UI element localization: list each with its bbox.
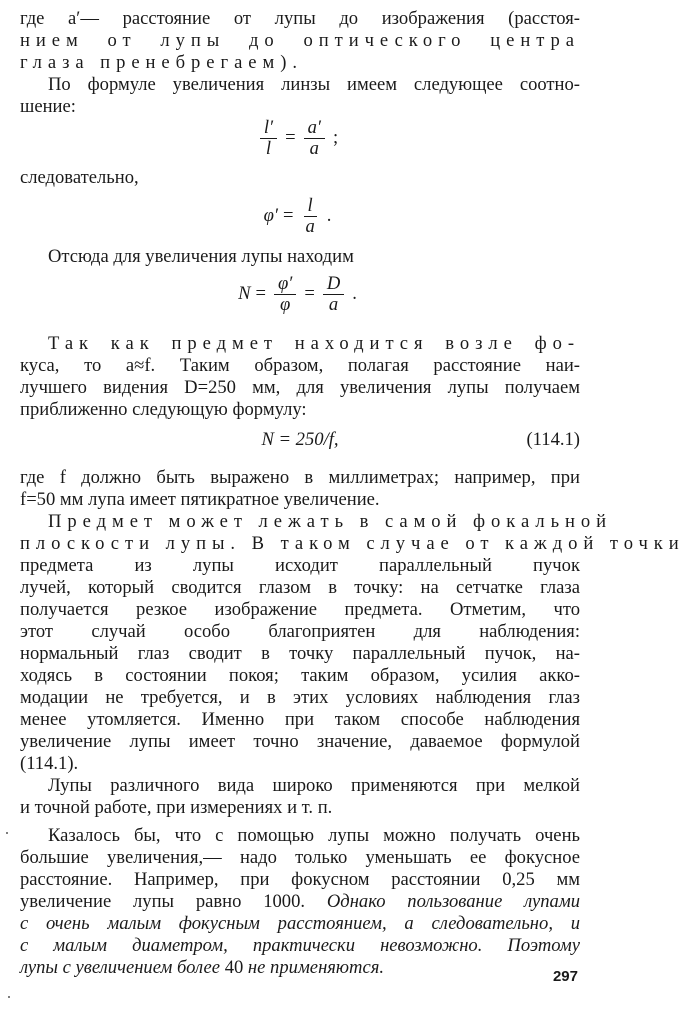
page-number: 297 bbox=[552, 968, 578, 985]
text-line: глаза пренебрегаем). bbox=[20, 52, 303, 73]
equation-2 bbox=[20, 194, 580, 238]
numerator: a′ bbox=[304, 118, 325, 139]
text-line: нормальный глаз сводит в точку параллельный пучок, на- bbox=[20, 643, 580, 664]
text-line: увеличение лупы имеет точно значение, даваемое формулой bbox=[20, 731, 580, 752]
text-line: Предмет может лежать в самой фокальной bbox=[48, 511, 613, 532]
numerator: D bbox=[323, 274, 344, 295]
text-line: большие увеличения,— надо только уменьшать ее фокусное bbox=[20, 847, 580, 868]
text-line: где f должно быть выражено в миллиметрах; например, при bbox=[20, 467, 580, 488]
text-line: Казалось бы, что с помощью лупы можно получать очень bbox=[48, 825, 580, 846]
text-line: Лупы различного вида широко применяются при мелкой bbox=[48, 775, 580, 796]
text-line: менее утомляется. Именно при таком способе наблюдения bbox=[20, 709, 580, 730]
text-line: где a′— расстояние от лупы до изображения (расстоя- bbox=[20, 8, 580, 29]
denominator: a bbox=[328, 293, 339, 315]
numerator: l bbox=[304, 196, 317, 217]
equals-sign: = bbox=[255, 283, 266, 304]
text-line: По формуле увеличения линзы имеем следующее соотно- bbox=[48, 74, 580, 95]
text-span: 40 bbox=[224, 957, 244, 978]
formula: N = 250/f, bbox=[261, 429, 339, 450]
text-line: шение: bbox=[20, 96, 76, 117]
fraction bbox=[260, 118, 277, 159]
punctuation: ; bbox=[332, 127, 339, 148]
text-line: Отсюда для увеличения лупы находим bbox=[48, 246, 354, 267]
punctuation: . bbox=[352, 283, 357, 304]
equals-sign: = bbox=[285, 127, 296, 148]
denominator: a bbox=[309, 137, 319, 159]
numerator: φ′ bbox=[274, 274, 296, 295]
text-line bbox=[20, 891, 580, 913]
text-line: нием от лупы до оптического центра bbox=[20, 30, 580, 51]
italic-text-line: с очень малым фокусным расстоянием, а следовательно, и bbox=[20, 913, 580, 934]
text-line: лучшего видения D=250 мм, для увеличения лупы получаем bbox=[20, 377, 580, 398]
text-line: куса, то a≈f. Таким образом, полагая расстояние наи- bbox=[20, 355, 580, 376]
text-line: f=50 мм лупа имеет пятикратное увеличение. bbox=[20, 489, 380, 510]
text-line bbox=[20, 957, 580, 979]
text-line: этот случай особо благоприятен для наблюдения: bbox=[20, 621, 580, 642]
scan-speck bbox=[6, 832, 8, 834]
text-line: предмета из лупы исходит параллельный пучок bbox=[20, 555, 580, 576]
text-line: расстояние. Например, при фокусном расстоянии 0,25 мм bbox=[20, 869, 580, 890]
text-line: Так как предмет находится возле фо- bbox=[48, 333, 580, 354]
text-line: следовательно, bbox=[20, 167, 139, 188]
italic-text-line: с малым диаметром, практически невозможно. Поэтому bbox=[20, 935, 580, 956]
fraction bbox=[323, 274, 344, 315]
text-line: и точной работе, при измерениях и т. п. bbox=[20, 797, 333, 818]
punctuation: . bbox=[326, 205, 332, 226]
italic-text: лупы с увеличением более bbox=[20, 957, 225, 978]
text-line: плоскости лупы. В таком случае от каждой точки bbox=[20, 533, 685, 554]
numerator: l′ bbox=[260, 118, 277, 139]
equation-3 bbox=[20, 272, 580, 316]
text-line: получается резкое изображение предмета. Отметим, что bbox=[20, 599, 580, 620]
italic-text: Однако пользование лупами bbox=[326, 891, 580, 912]
equation-1 bbox=[20, 116, 580, 160]
italic-text: не применяются. bbox=[243, 957, 385, 978]
denominator: φ bbox=[280, 293, 291, 315]
lhs: N bbox=[238, 283, 251, 304]
text-span: увеличение лупы равно 1000. bbox=[20, 891, 327, 912]
text-line: (114.1). bbox=[20, 753, 79, 774]
lhs: φ′ bbox=[263, 205, 278, 226]
fraction bbox=[304, 118, 325, 159]
text-line: модации не требуется, и в этих условиях наблюдения глаз bbox=[20, 687, 580, 708]
text-line: ходясь в состоянии покоя; таким образом, усилия акко- bbox=[20, 665, 580, 686]
equation-4 bbox=[20, 428, 580, 452]
equals-sign: = bbox=[282, 205, 294, 226]
fraction bbox=[301, 196, 318, 237]
equals-sign: = bbox=[304, 283, 315, 304]
denominator: a bbox=[305, 215, 315, 237]
text-line: лучей, который сводится глазом в точку: на сетчатке глаза bbox=[20, 577, 580, 598]
text-line: приближенно следующую формулу: bbox=[20, 399, 307, 420]
scan-speck bbox=[8, 996, 10, 998]
denominator: l bbox=[265, 137, 272, 159]
equation-number: (114.1) bbox=[526, 429, 580, 450]
fraction bbox=[274, 274, 296, 315]
